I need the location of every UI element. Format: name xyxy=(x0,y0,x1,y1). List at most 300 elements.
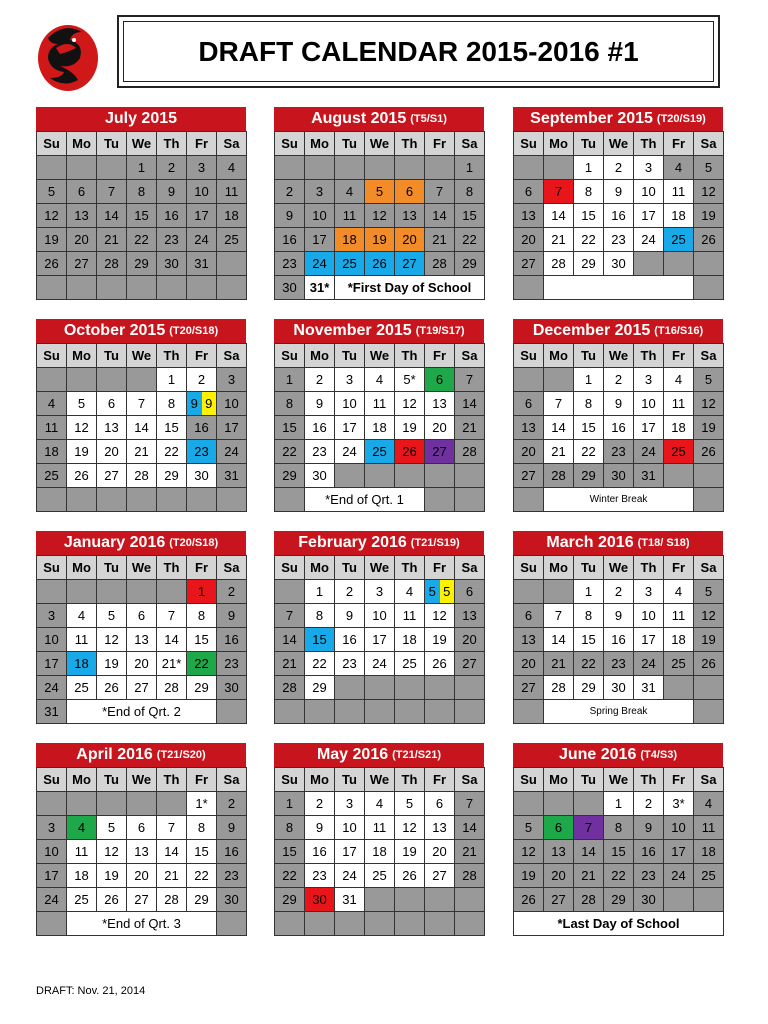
calendar-note: *End of Qrt. 3 xyxy=(66,911,217,936)
weekday-header: Fr xyxy=(424,343,455,368)
empty-day-cell xyxy=(513,487,544,512)
day-cell: 20 xyxy=(394,227,425,252)
day-cell: 22 xyxy=(274,863,305,888)
day-cell: 13 xyxy=(394,203,425,228)
empty-day-cell xyxy=(216,275,247,300)
empty-day-cell xyxy=(126,275,157,300)
month-name: September 2015 xyxy=(530,110,653,127)
day-cell: 23 xyxy=(304,439,335,464)
day-cell: 24 xyxy=(36,887,67,912)
day-cell: 18 xyxy=(663,203,694,228)
day-cell: 20 xyxy=(513,439,544,464)
day-cell: 23 xyxy=(156,227,187,252)
month-header xyxy=(513,743,723,767)
day-cell: 20 xyxy=(424,839,455,864)
day-cell: 2 xyxy=(304,791,335,816)
day-cell: 22 xyxy=(573,227,604,252)
day-cell: 8 xyxy=(126,179,157,204)
blank-note-cell xyxy=(543,275,694,300)
month-header xyxy=(36,107,246,131)
day-cell: 27 xyxy=(66,251,97,276)
day-cell: 10 xyxy=(36,839,67,864)
day-cell: 31 xyxy=(334,887,365,912)
empty-day-cell xyxy=(304,699,335,724)
day-cell: 22 xyxy=(186,863,217,888)
day-cell: 31 xyxy=(216,463,247,488)
day-cell: 30 xyxy=(186,463,217,488)
weekday-header: Th xyxy=(394,767,425,792)
empty-day-cell xyxy=(66,579,97,604)
day-cell: 10 xyxy=(304,203,335,228)
day-cell: 14 xyxy=(573,839,604,864)
day-cell: 3 xyxy=(186,155,217,180)
weekday-header: Tu xyxy=(96,767,127,792)
weekday-header: Su xyxy=(36,767,67,792)
month-header xyxy=(36,743,246,767)
month-counts: (T21/S21) xyxy=(392,749,442,761)
day-cell: 12 xyxy=(693,603,724,628)
day-cell: 23 xyxy=(216,651,247,676)
day-cell: 23 xyxy=(603,651,634,676)
day-cell: 31* xyxy=(304,275,335,300)
day-cell: 29 xyxy=(573,463,604,488)
empty-day-cell xyxy=(274,155,305,180)
day-cell: 25 xyxy=(334,251,365,276)
empty-day-cell xyxy=(66,275,97,300)
weekday-header: We xyxy=(603,131,634,156)
day-cell: 4 xyxy=(693,791,724,816)
weekday-header: Su xyxy=(36,555,67,580)
weekday-header: Sa xyxy=(216,555,247,580)
day-cell: 16 xyxy=(603,203,634,228)
day-cell: 5 xyxy=(66,391,97,416)
day-cell: 13 xyxy=(96,415,127,440)
day-cell: 11 xyxy=(364,815,395,840)
empty-day-cell xyxy=(693,699,724,724)
empty-day-cell xyxy=(126,791,157,816)
day-cell: 7 xyxy=(156,815,187,840)
day-cell: 15 xyxy=(186,839,217,864)
day-cell: 28 xyxy=(543,675,574,700)
day-cell: 7 xyxy=(126,391,157,416)
day-cell: 3 xyxy=(633,367,664,392)
day-cell: 2 xyxy=(334,579,365,604)
day-cell: 16 xyxy=(274,227,305,252)
day-cell: 21 xyxy=(454,415,485,440)
day-cell: 11 xyxy=(66,839,97,864)
month-september-2015 xyxy=(513,107,723,299)
month-march-2016 xyxy=(513,531,723,723)
day-cell: 19 xyxy=(364,227,395,252)
day-cell: 5 xyxy=(693,579,724,604)
empty-day-cell xyxy=(334,463,365,488)
day-cell: 28 xyxy=(543,251,574,276)
day-cell: 26 xyxy=(96,887,127,912)
day-cell: 10 xyxy=(334,815,365,840)
day-cell: 3 xyxy=(633,155,664,180)
day-cell: 1 xyxy=(274,367,305,392)
empty-day-cell xyxy=(156,275,187,300)
day-cell: 17 xyxy=(663,839,694,864)
day-cell: 15 xyxy=(573,415,604,440)
day-cell: 16 xyxy=(216,627,247,652)
day-cell: 7 xyxy=(424,179,455,204)
empty-day-cell xyxy=(96,367,127,392)
weekday-header: Fr xyxy=(663,131,694,156)
weekday-header: We xyxy=(126,131,157,156)
empty-day-cell xyxy=(693,275,724,300)
day-cell: 1 xyxy=(573,367,604,392)
month-name: November 2015 xyxy=(293,322,412,339)
day-cell: 25 xyxy=(394,651,425,676)
day-cell: 26 xyxy=(364,251,395,276)
day-cell: 26 xyxy=(66,463,97,488)
month-counts: (T20/S18) xyxy=(169,325,219,337)
empty-day-cell xyxy=(274,911,305,936)
day-cell: 18 xyxy=(394,627,425,652)
day-cell: 4 xyxy=(394,579,425,604)
day-cell: 14 xyxy=(424,203,455,228)
day-cell: 7 xyxy=(454,367,485,392)
empty-day-cell xyxy=(454,699,485,724)
weekday-header: Sa xyxy=(216,767,247,792)
day-cell: 11 xyxy=(394,603,425,628)
day-cell: 19 xyxy=(36,227,67,252)
weekday-header: Th xyxy=(633,131,664,156)
day-cell: 20 xyxy=(513,651,544,676)
day-cell: 20 xyxy=(543,863,574,888)
day-cell: 2 xyxy=(216,579,247,604)
day-cell: 21 xyxy=(543,651,574,676)
month-grid xyxy=(274,131,484,299)
day-cell: 13 xyxy=(454,603,485,628)
empty-day-cell xyxy=(334,699,365,724)
day-cell: 9 xyxy=(156,179,187,204)
day-cell: 11 xyxy=(663,179,694,204)
day-cell: 28 xyxy=(156,675,187,700)
weekday-header: We xyxy=(126,555,157,580)
month-name: March 2016 xyxy=(546,534,634,551)
day-cell: 24 xyxy=(663,863,694,888)
day-cell: 2 xyxy=(633,791,664,816)
month-december-2015 xyxy=(513,319,723,511)
month-header xyxy=(513,531,723,555)
day-cell: 29 xyxy=(186,887,217,912)
empty-day-cell xyxy=(663,251,694,276)
day-cell: 13 xyxy=(513,415,544,440)
calendar-note: *First Day of School xyxy=(334,275,485,300)
empty-day-cell xyxy=(96,579,127,604)
day-cell: 23 xyxy=(334,651,365,676)
day-cell: 19 xyxy=(693,415,724,440)
empty-day-cell xyxy=(394,155,425,180)
empty-day-cell xyxy=(364,911,395,936)
weekday-header: Th xyxy=(394,555,425,580)
day-cell: 27 xyxy=(96,463,127,488)
day-cell: 28 xyxy=(454,863,485,888)
day-cell: 9 xyxy=(633,815,664,840)
empty-day-cell xyxy=(693,463,724,488)
day-cell: 6 xyxy=(394,179,425,204)
day-cell: 26 xyxy=(693,651,724,676)
month-grid xyxy=(513,767,723,935)
day-cell: 28 xyxy=(126,463,157,488)
day-cell: 29 xyxy=(156,463,187,488)
month-header xyxy=(274,743,484,767)
day-cell: 7 xyxy=(454,791,485,816)
day-cell: 13 xyxy=(126,627,157,652)
empty-day-cell xyxy=(424,699,455,724)
empty-day-cell xyxy=(96,487,127,512)
day-cell: 15 xyxy=(274,415,305,440)
weekday-header: Tu xyxy=(573,555,604,580)
day-cell: 17 xyxy=(633,203,664,228)
weekday-header: Sa xyxy=(216,343,247,368)
day-cell: 6 xyxy=(454,579,485,604)
day-cell: 29 xyxy=(454,251,485,276)
day-cell: 25 xyxy=(663,439,694,464)
weekday-header: Th xyxy=(633,767,664,792)
day-cell: 26 xyxy=(96,675,127,700)
day-cell: 29 xyxy=(126,251,157,276)
day-cell: 31 xyxy=(633,675,664,700)
weekday-header: We xyxy=(364,555,395,580)
day-cell: 4 xyxy=(364,791,395,816)
weekday-header: Th xyxy=(156,555,187,580)
day-cell: 14 xyxy=(156,627,187,652)
day-cell: 27 xyxy=(424,439,455,464)
month-grid xyxy=(274,767,484,935)
weekday-header: Th xyxy=(394,131,425,156)
month-february-2016 xyxy=(274,531,484,723)
weekday-header: We xyxy=(364,343,395,368)
split-day-cell: 9 9 xyxy=(186,391,217,416)
empty-day-cell xyxy=(693,675,724,700)
day-cell: 21 xyxy=(274,651,305,676)
day-cell: 27 xyxy=(454,651,485,676)
day-cell: 2 xyxy=(603,579,634,604)
day-cell: 10 xyxy=(186,179,217,204)
weekday-header: We xyxy=(603,767,634,792)
month-name: January 2016 xyxy=(63,534,166,551)
day-cell: 22 xyxy=(156,439,187,464)
day-cell: 24 xyxy=(304,251,335,276)
month-counts: (T21/S19) xyxy=(410,537,460,549)
empty-day-cell xyxy=(36,155,67,180)
empty-day-cell xyxy=(334,155,365,180)
day-cell: 3 xyxy=(304,179,335,204)
day-cell: 26 xyxy=(693,227,724,252)
month-january-2016 xyxy=(36,531,246,723)
day-cell: 9 xyxy=(603,179,634,204)
day-cell: 5 xyxy=(96,603,127,628)
day-cell: 5 xyxy=(693,155,724,180)
day-cell: 6 xyxy=(424,367,455,392)
day-cell: 14 xyxy=(156,839,187,864)
day-cell: 13 xyxy=(424,815,455,840)
day-cell: 8 xyxy=(274,815,305,840)
day-cell: 30 xyxy=(274,275,305,300)
day-cell: 5 xyxy=(513,815,544,840)
day-cell: 30 xyxy=(304,887,335,912)
day-cell: 26 xyxy=(394,863,425,888)
day-cell: 5 xyxy=(693,367,724,392)
empty-day-cell xyxy=(66,487,97,512)
empty-day-cell xyxy=(304,911,335,936)
day-cell: 25 xyxy=(66,887,97,912)
day-cell: 21 xyxy=(96,227,127,252)
month-july-2015 xyxy=(36,107,246,299)
day-cell: 4 xyxy=(663,155,694,180)
day-cell: 21* xyxy=(156,651,187,676)
day-cell: 21 xyxy=(126,439,157,464)
weekday-header: Tu xyxy=(96,343,127,368)
empty-day-cell xyxy=(364,463,395,488)
day-cell: 29 xyxy=(603,887,634,912)
day-cell: 12 xyxy=(36,203,67,228)
day-cell: 25 xyxy=(364,863,395,888)
day-cell: 1* xyxy=(186,791,217,816)
day-cell: 10 xyxy=(36,627,67,652)
empty-day-cell xyxy=(216,699,247,724)
day-cell: 18 xyxy=(663,627,694,652)
day-cell: 29 xyxy=(274,463,305,488)
weekday-header: Mo xyxy=(66,767,97,792)
day-cell: 20 xyxy=(126,863,157,888)
empty-day-cell xyxy=(364,699,395,724)
day-cell: 4 xyxy=(663,367,694,392)
day-cell: 6 xyxy=(126,815,157,840)
empty-day-cell xyxy=(364,887,395,912)
month-header xyxy=(274,531,484,555)
day-cell: 17 xyxy=(304,227,335,252)
empty-day-cell xyxy=(513,275,544,300)
day-cell: 20 xyxy=(513,227,544,252)
day-cell: 13 xyxy=(66,203,97,228)
weekday-header: Sa xyxy=(693,343,724,368)
empty-day-cell xyxy=(364,155,395,180)
empty-day-cell xyxy=(424,675,455,700)
day-cell: 9 xyxy=(334,603,365,628)
day-cell: 7 xyxy=(156,603,187,628)
calendar-note: *End of Qrt. 2 xyxy=(66,699,217,724)
day-cell: 12 xyxy=(96,839,127,864)
day-cell: 14 xyxy=(543,627,574,652)
day-cell: 7 xyxy=(274,603,305,628)
day-cell: 23 xyxy=(186,439,217,464)
month-counts: (T4/S3) xyxy=(640,749,678,761)
weekday-header: Mo xyxy=(304,555,335,580)
weekday-header: Mo xyxy=(66,131,97,156)
month-name: June 2016 xyxy=(558,746,637,763)
empty-day-cell xyxy=(186,487,217,512)
empty-day-cell xyxy=(66,155,97,180)
empty-day-cell xyxy=(156,791,187,816)
month-header xyxy=(36,319,246,343)
day-cell: 1 xyxy=(573,155,604,180)
weekday-header: Su xyxy=(513,767,544,792)
empty-day-cell xyxy=(216,911,247,936)
day-cell: 2 xyxy=(186,367,217,392)
month-grid xyxy=(513,555,723,723)
day-cell: 19 xyxy=(693,627,724,652)
day-cell: 1 xyxy=(186,579,217,604)
day-cell: 8 xyxy=(573,603,604,628)
empty-day-cell xyxy=(66,791,97,816)
day-cell: 15 xyxy=(156,415,187,440)
weekday-header: Sa xyxy=(216,131,247,156)
day-cell: 4 xyxy=(66,603,97,628)
day-cell: 10 xyxy=(364,603,395,628)
weekday-header: Tu xyxy=(334,343,365,368)
day-cell: 18 xyxy=(364,839,395,864)
empty-day-cell xyxy=(126,367,157,392)
empty-day-cell xyxy=(36,579,67,604)
day-cell: 14 xyxy=(126,415,157,440)
weekday-header: Th xyxy=(633,343,664,368)
day-cell: 31 xyxy=(633,463,664,488)
day-cell: 31 xyxy=(186,251,217,276)
day-cell: 15 xyxy=(304,627,335,652)
month-grid xyxy=(274,555,484,723)
weekday-header: Fr xyxy=(663,555,694,580)
empty-day-cell xyxy=(216,251,247,276)
day-cell: 27 xyxy=(394,251,425,276)
empty-day-cell xyxy=(394,911,425,936)
day-cell: 12 xyxy=(693,391,724,416)
month-header xyxy=(513,319,723,343)
weekday-header: Th xyxy=(156,343,187,368)
day-cell: 1 xyxy=(126,155,157,180)
day-cell: 30 xyxy=(304,463,335,488)
day-cell: 22 xyxy=(304,651,335,676)
day-cell: 3 xyxy=(216,367,247,392)
weekday-header: Sa xyxy=(454,131,485,156)
month-counts: (T21/S20) xyxy=(156,749,206,761)
weekday-header: Tu xyxy=(573,343,604,368)
month-grid xyxy=(274,343,484,511)
page-title: DRAFT CALENDAR 2015-2016 #1 xyxy=(198,35,639,67)
day-cell: 18 xyxy=(693,839,724,864)
weekday-header: We xyxy=(126,767,157,792)
day-cell: 12 xyxy=(364,203,395,228)
month-name: April 2016 xyxy=(76,746,153,763)
day-cell: 9 xyxy=(216,815,247,840)
empty-day-cell xyxy=(693,251,724,276)
split-day-cell: 5 5 xyxy=(424,579,455,604)
weekday-header: Th xyxy=(394,343,425,368)
day-cell: 5* xyxy=(394,367,425,392)
month-header xyxy=(36,531,246,555)
day-cell: 8 xyxy=(454,179,485,204)
weekday-header: Su xyxy=(36,343,67,368)
empty-day-cell xyxy=(394,699,425,724)
empty-day-cell xyxy=(156,579,187,604)
day-cell: 10 xyxy=(216,391,247,416)
weekday-header: Tu xyxy=(573,131,604,156)
month-grid xyxy=(36,555,246,723)
day-cell: 2 xyxy=(304,367,335,392)
weekday-header: Fr xyxy=(663,343,694,368)
day-cell: 13 xyxy=(424,391,455,416)
day-cell: 15 xyxy=(274,839,305,864)
day-cell: 1 xyxy=(156,367,187,392)
empty-day-cell xyxy=(304,155,335,180)
day-cell: 12 xyxy=(394,391,425,416)
day-cell: 23 xyxy=(216,863,247,888)
day-cell: 29 xyxy=(573,251,604,276)
day-cell: 3 xyxy=(334,367,365,392)
